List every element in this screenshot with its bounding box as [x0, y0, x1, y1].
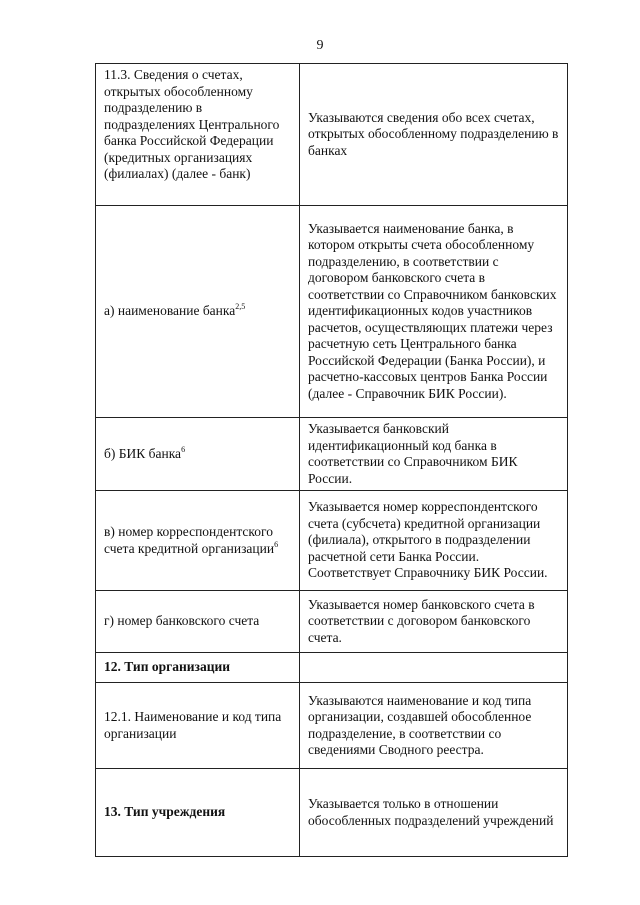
field-description-text: Указывается только в отношении обособленных подразделений учреждений: [308, 796, 554, 828]
field-name-cell: [96, 591, 300, 653]
requirements-table: [95, 63, 568, 857]
field-description-cell: [300, 206, 568, 418]
table-row: [96, 591, 568, 653]
field-description-cell: [300, 769, 568, 857]
table-row: [96, 683, 568, 769]
field-description-cell: [300, 683, 568, 769]
footnote-marker: 6: [181, 444, 186, 454]
page-number: 9: [316, 38, 324, 53]
field-description-cell: [300, 64, 568, 206]
field-description-cell: [300, 653, 568, 683]
field-description-cell: [300, 591, 568, 653]
field-name-cell: [96, 206, 300, 418]
field-name-text: в) номер корреспондентского счета кредитной организации: [104, 524, 275, 556]
section-heading-text: 13. Тип учреждения: [104, 804, 226, 820]
table-row: [96, 64, 568, 206]
field-name-cell: [96, 418, 300, 491]
table-row: [96, 491, 568, 591]
section-heading-text: 12. Тип организации: [104, 659, 231, 675]
field-name-text: 11.3. Сведения о счетах, открытых обособленному подразделению в подразделениях Центрального банка Российской Федерации (кредитных организациях (филиалах) (далее - банк): [104, 67, 280, 181]
table-row: [96, 653, 568, 683]
field-description-text: Указывается банковский идентификационный код банка в соответствии со Справочником БИК России.: [308, 421, 518, 486]
field-name-text: г) номер банковского счета: [104, 613, 260, 629]
field-name-text: б) БИК банка: [104, 445, 182, 461]
field-name-text: 12.1. Наименование и код типа организации: [104, 709, 282, 741]
field-description-text: Указываются наименование и код типа организации, создавшей обособленное подразделение, в соответствии со сведениями Сводного реестра.: [308, 692, 532, 757]
field-description-cell: [300, 491, 568, 591]
field-description-text: Указывается номер банковского счета в соответствии с договором банковского счета.: [308, 596, 535, 645]
table-row: [96, 206, 568, 418]
footnote-marker: 2,5: [235, 302, 246, 312]
footnote-marker: 6: [274, 539, 279, 549]
field-description-text: Указывается наименование банка, в котором открыты счета обособленному подразделению, в соответствии с договором банковского счета в соответствии со Справочником банковских идентификационных кодов участников расчетов, осуществляющих платежи через расчетную сеть Центрального банка Российской Федерации (Банка России), и расчетно-кассовых центров Банка России (далее - Справочник БИК России).: [308, 220, 557, 401]
field-name-text: а) наименование банка: [104, 303, 236, 319]
field-description-text: Указывается номер корреспондентского счета (субсчета) кредитной организации (филиала), открытого в подразделении расчетной сети Банка России. Соответствует Справочнику БИК России.: [308, 499, 548, 581]
section-heading-cell: [96, 769, 300, 857]
field-name-cell: [96, 491, 300, 591]
table-row: [96, 769, 568, 857]
field-name-cell: [96, 683, 300, 769]
field-name-cell: [96, 64, 300, 206]
section-heading-cell: [96, 653, 300, 683]
field-description-text: Указываются сведения обо всех счетах, открытых обособленному подразделению в банках: [308, 109, 559, 158]
field-description-cell: [300, 418, 568, 491]
table-row: [96, 418, 568, 491]
